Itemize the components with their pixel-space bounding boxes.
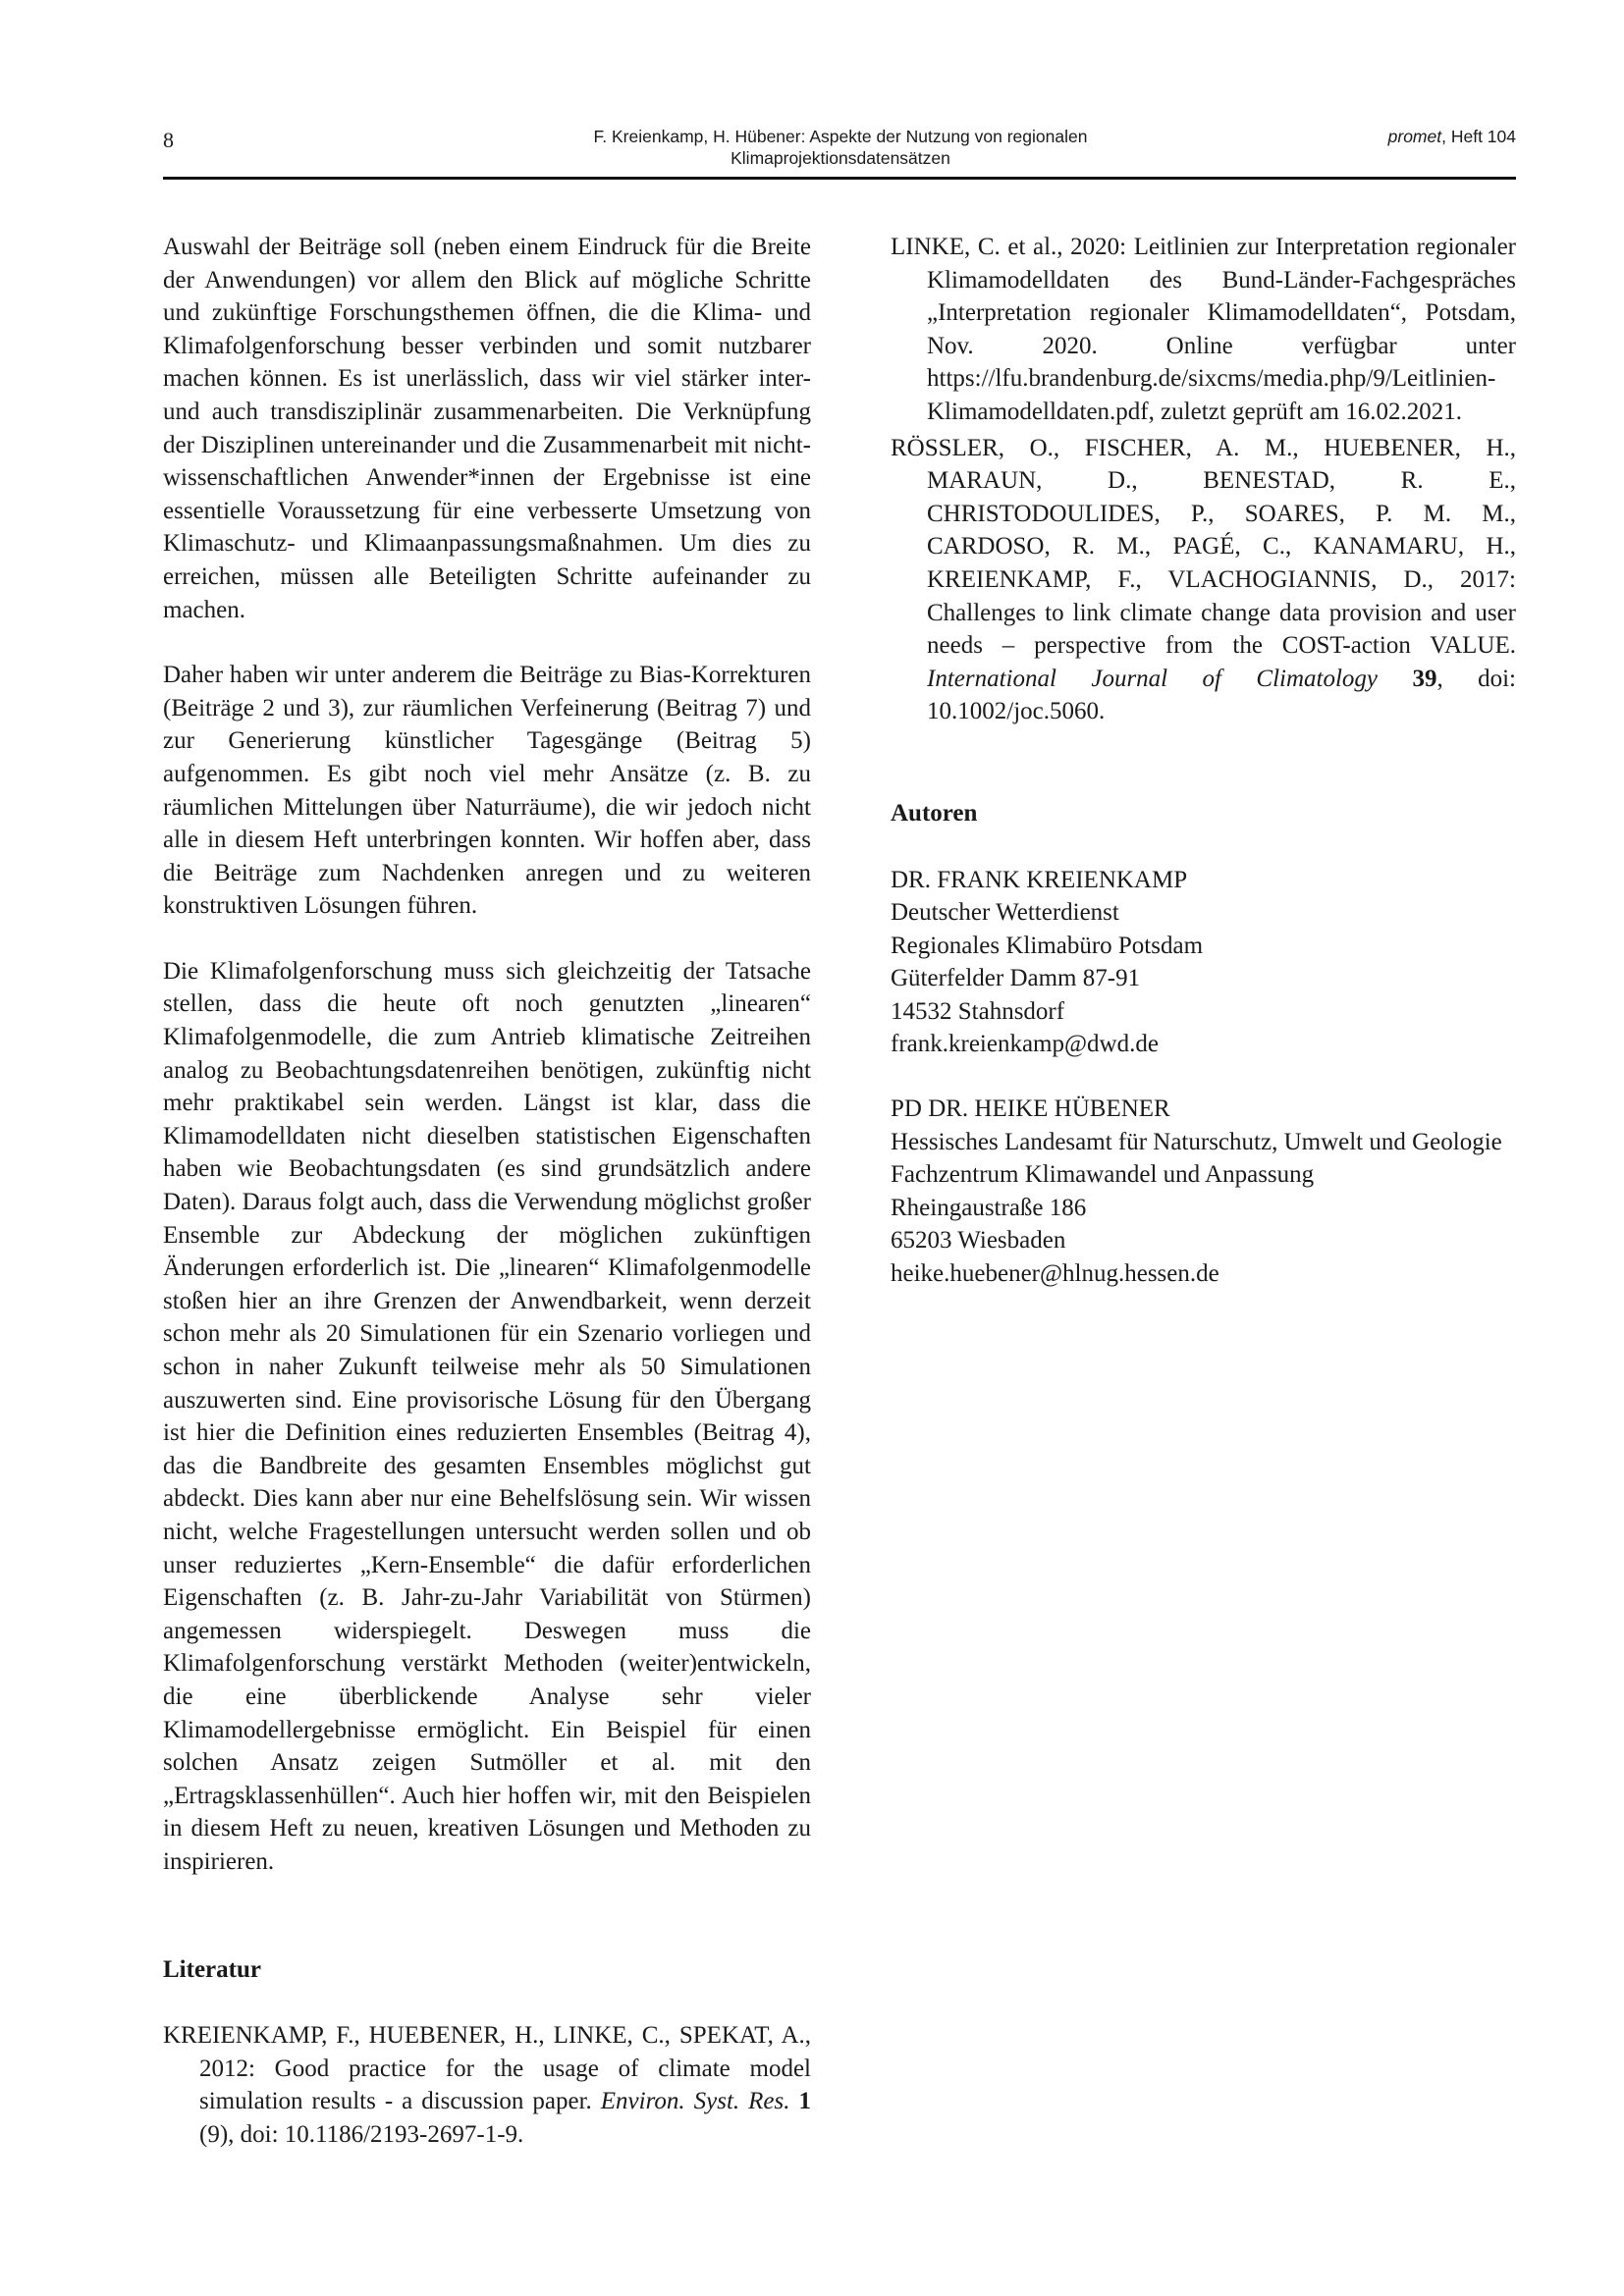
reference-list-continued xyxy=(891,231,1516,728)
author-affiliation: Deutscher Wetterdienst xyxy=(891,899,1119,927)
right-column xyxy=(891,231,1516,1291)
body-paragraph: Die Klimafolgenforschung muss sich gleichzeitig der Tatsache stellen, dass die heute oft noch genutzten „linearen“ Klimafolgenmodelle, die zum Antrieb klimatische Zeitreihen analog zu Beobachtungsdatenreihen benötigen, zukünftig nicht mehr praktikabel sein werden. Längst ist klar, dass die Klimamodelldaten nicht dieselben statistischen Eigenschaften haben wie Beobachtungsdaten (es sind grundsätzlich andere Daten). Daraus folgt auch, dass die Verwendung möglichst großer Ensemble zur Abdeckung der möglichen zukünftigen Änderungen erforderlich ist. Die „linearen“ Klimafolgenmodelle stoßen hier an ihre Grenzen der Anwendbarkeit, wenn derzeit schon mehr als 20 Simulationen für ein Szenario vorliegen und schon in naher Zukunft teilweise mehr als 50 Simulationen auszuwerten sind. Eine provisorische Lösung für den Übergang ist hier die Definition eines reduzierten Ensembles (Beitrag 4), das die Bandbreite des gesamten Ensembles möglichst gut abdeckt. Dies kann aber nur eine Behelfslösung sein. Wir wissen nicht, welche Fragestellungen untersucht werden sollen und ob unser reduziertes „Kern-Ensemble“ die dafür erforderlichen Eigenschaften (z. B. Jahr-zu-Jahr Variabilität von Stürmen) angemessen widerspiegelt. Deswegen muss die Klimafolgenforschung verstärkt Methoden (weiter)entwickeln, die eine überblickende Analyse sehr vieler Klimamodellergebnisse ermöglicht. Ein Beispiel für einen solchen Ansatz zeigen Sutmöller et al. mit den „Ertragsklassenhüllen“. Auch hier hoffen wir, mit den Beispielen in diesem Heft zu neuen, kreativen Lösungen und Methoden zu inspirieren. xyxy=(163,957,811,1875)
reference-tail: , doi: 10.1002/joc.5060. xyxy=(927,665,1516,725)
header-rule xyxy=(163,177,1516,180)
reference-list xyxy=(163,2019,811,2151)
reference-item xyxy=(891,432,1516,728)
body-paragraph: Daher haben wir unter anderem die Beiträge zu Bias-Korrekturen (Beiträge 2 und 3), zur räumlichen Verfeinerung (Beitrag 7) und zur Generierung künstlicher Tagesgänge (Beitrag 5) aufgenommen. Es gibt noch viel mehr Ansätze (z. B. zu räumlichen Mittelungen über Naturräume), die wir jedoch nicht alle in diesem Heft unterbringen konnten. Wir hoffen aber, dass die Beiträge zum Nachdenken anregen und zu weiteren konstruktiven Lösungen führen. xyxy=(163,662,811,920)
running-header xyxy=(163,126,1516,173)
author-affiliation: Hessisches Landesamt für Naturschutz, Umwelt und Geologie xyxy=(891,1128,1502,1155)
reference-journal: Environ. Syst. Res. xyxy=(600,2088,790,2115)
running-title xyxy=(556,126,1125,169)
page-number: 8 xyxy=(163,128,174,152)
authors-heading: Autoren xyxy=(891,799,978,827)
journal-issue xyxy=(1388,126,1516,147)
reference-text: LINKE, C. et al., 2020: Leitlinien zur Interpretation regionaler Klimamodelldaten des Bund-Länder-Fachgespräches „Interpretation regionaler Klimamodelldaten“, Potsdam, Nov. 2020. Online verfügbar unter https://lfu.brandenburg.de/sixcms/media.php/9/Leitlinien-Klimamodelldaten.pdf, zuletzt geprüft am 16.02.2021. xyxy=(891,234,1516,425)
author-email: heike.huebener@hlnug.hessen.de xyxy=(891,1260,1219,1288)
left-column xyxy=(163,231,811,2151)
author-block xyxy=(891,864,1516,1062)
reference-volume: 39 xyxy=(1412,665,1437,692)
literature-heading: Literatur xyxy=(163,1955,261,1983)
author-email: frank.kreienkamp@dwd.de xyxy=(891,1031,1159,1058)
author-block xyxy=(891,1093,1516,1291)
author-street: Rheingaustraße 186 xyxy=(891,1194,1087,1221)
author-department: Fachzentrum Klimawandel und Anpassung xyxy=(891,1161,1315,1189)
author-department: Regionales Klimabüro Potsdam xyxy=(891,932,1204,959)
reference-journal: International Journal of Climatology xyxy=(927,665,1379,692)
body-paragraph: Auswahl der Beiträge soll (neben einem Eindruck für die Breite der Anwendungen) vor allem den Blick auf mögliche Schritte und zukünftige Forschungsthemen öffnen, die die Klima- und Klimafolgenforschung besser verbinden und somit nutzbarer machen können. Es ist unerlässlich, dass wir viel stärker inter- und auch transdisziplinär zusammenarbeiten. Die Verknüpfung der Disziplinen untereinander und die Zusammenarbeit mit nicht-wissenschaftlichen Anwender*innen der Ergebnisse ist eine essentielle Voraussetzung für eine verbesserte Umsetzung von Klimaschutz- und Klimaanpassungsmaßnahmen. Um dies zu erreichen, müssen alle Beteiligten Schritte aufeinander zu machen. xyxy=(163,234,811,623)
author-name: PD DR. HEIKE HÜBENER xyxy=(891,1095,1170,1123)
author-city: 65203 Wiesbaden xyxy=(891,1227,1066,1255)
author-name: DR. FRANK KREIENKAMP xyxy=(891,866,1188,893)
reference-tail: (9), doi: 10.1186/2193-2697-1-9. xyxy=(199,2120,524,2148)
running-title-line-1: F. Kreienkamp, H. Hübener: Aspekte der Nutzung von regionalen xyxy=(593,127,1088,146)
reference-text: RÖSSLER, O., FISCHER, A. M., HUEBENER, H., MARAUN, D., BENESTAD, R. E., CHRISTODOULIDES, P., SOARES, P. M. M., CARDOSO, R. M., PAGÉ, C., KANAMARU, H., KREIENKAMP, F., VLACHOGIANNIS, D., 2017: Challenges to link climate change data provision and user needs – perspective from the COST-action VALUE. xyxy=(891,434,1516,660)
reference-item xyxy=(891,231,1516,429)
journal-issue-number: , Heft 104 xyxy=(1441,127,1516,146)
journal-name: promet xyxy=(1387,127,1442,146)
author-city: 14532 Stahnsdorf xyxy=(891,997,1065,1025)
author-street: Güterfelder Damm 87-91 xyxy=(891,965,1141,992)
reference-volume: 1 xyxy=(798,2088,812,2115)
reference-item xyxy=(163,2019,811,2151)
reference-text: KREIENKAMP, F., HUEBENER, H., LINKE, C., SPEKAT, A., 2012: Good practice for the usage of climate model simulation results - a discussion paper. xyxy=(163,2022,811,2115)
running-title-line-2: Klimaprojektionsdatensätzen xyxy=(731,148,950,168)
